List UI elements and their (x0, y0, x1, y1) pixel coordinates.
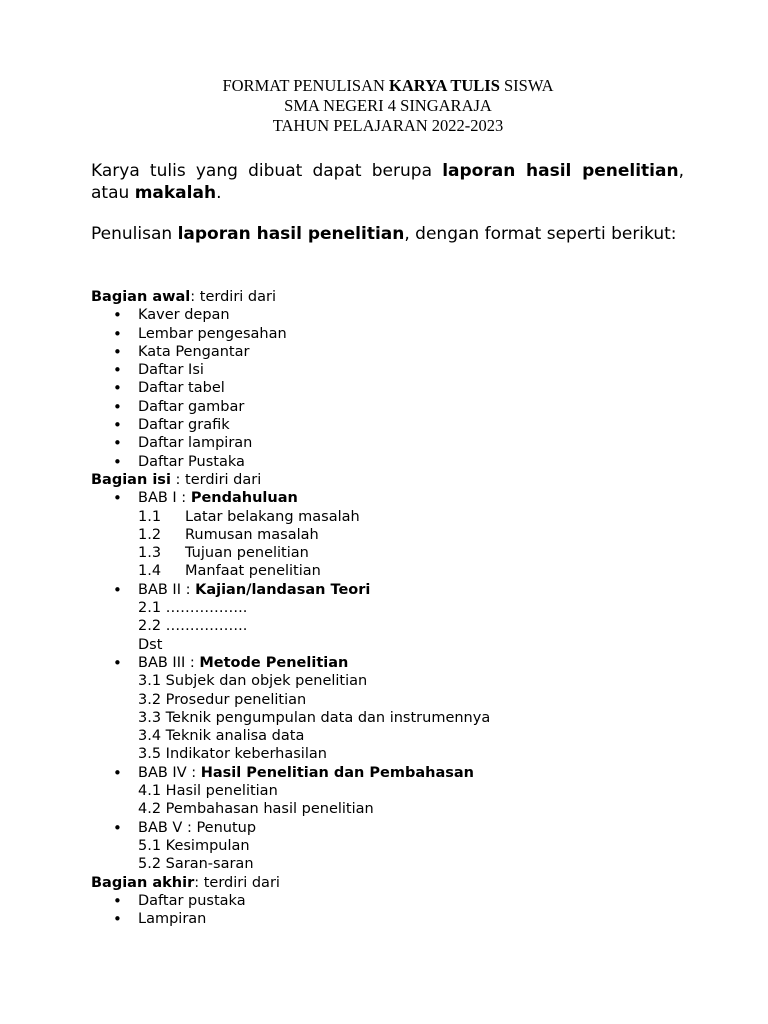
sub-item: 4.1 Hasil penelitian (138, 783, 278, 800)
bullet-icon: • (113, 397, 122, 416)
bullet-icon: • (113, 763, 122, 782)
list-item: • Daftar Isi (113, 361, 204, 380)
bullet-icon: • (113, 416, 122, 435)
sub-item: 4.2 Pembahasan hasil penelitian (138, 801, 374, 818)
list-item: • Daftar grafik (113, 416, 230, 435)
bullet-icon: • (113, 818, 122, 837)
sub-item: 3.4 Teknik analisa data (138, 728, 305, 745)
bullet-icon: • (113, 342, 122, 361)
list-item: • Lampiran (113, 910, 207, 929)
list-item: • Daftar gambar (113, 397, 245, 416)
document-header (0, 76, 768, 136)
bullet-icon: • (113, 434, 122, 453)
sub-item: 1.3 Tujuan penelitian (138, 545, 309, 562)
bullet-icon: • (113, 452, 122, 471)
sub-item: 3.5 Indikator keberhasilan (138, 746, 327, 763)
header-line-2: SMA NEGERI 4 SINGARAJA (284, 96, 492, 115)
sub-item: 2.1 …………….. (138, 600, 248, 617)
sub-item: Dst (138, 636, 163, 653)
outline-content (91, 288, 691, 928)
section-heading-bagian-akhir: Bagian akhir: terdiri dari (91, 874, 280, 891)
list-item-bab-1: • BAB I : Pendahuluan (113, 489, 298, 508)
section-heading-bagian-isi: Bagian isi : terdiri dari (91, 471, 262, 488)
list-item-bab-3: • BAB III : Metode Penelitian (113, 653, 349, 672)
bullet-icon: • (113, 306, 122, 325)
bullet-icon: • (113, 361, 122, 380)
bullet-icon: • (113, 910, 122, 929)
list-item-bab-2: • BAB II : Kajian/landasan Teori (113, 580, 371, 599)
sub-item: 5.2 Saran-saran (138, 856, 254, 873)
intro-paragraph-1: Karya tulis yang dibuat dapat berupa laporan hasil penelitian, atau makalah. (91, 161, 684, 203)
list-item: • Kaver depan (113, 306, 230, 325)
list-item: • Daftar lampiran (113, 434, 253, 453)
bullet-icon: • (113, 653, 122, 672)
sub-item: 5.1 Kesimpulan (138, 837, 250, 854)
section-heading-bagian-awal: Bagian awal: terdiri dari (91, 289, 276, 305)
bullet-icon: • (113, 891, 122, 910)
sub-item: 1.1 Latar belakang masalah (138, 508, 360, 525)
list-item: • Daftar tabel (113, 379, 225, 398)
sub-item: 1.4 Manfaat penelitian (138, 563, 321, 580)
list-item-bab-5: • BAB V : Penutup (113, 818, 257, 837)
list-item: • Lembar pengesahan (113, 324, 287, 343)
list-item: • Daftar pustaka (113, 891, 246, 910)
bullet-icon: • (113, 580, 122, 599)
intro-paragraph-2: Penulisan laporan hasil penelitian, dengan format seperti berikut: (91, 224, 677, 244)
sub-item: 3.2 Prosedur penelitian (138, 691, 307, 708)
sub-item: 3.3 Teknik pengumpulan data dan instrumennya (138, 709, 491, 726)
header-bold-title: KARYA TULIS (389, 76, 500, 95)
list-item-bab-4: • BAB IV : Hasil Penelitian dan Pembahasan (113, 763, 475, 782)
sub-item: 3.1 Subjek dan objek penelitian (138, 673, 368, 690)
bullet-icon: • (113, 379, 122, 398)
bullet-icon: • (113, 324, 122, 343)
sub-item: 1.2 Rumusan masalah (138, 526, 319, 543)
list-item: • Kata Pengantar (113, 342, 250, 361)
sub-item: 2.2 …………….. (138, 618, 248, 635)
list-item: • Daftar Pustaka (113, 452, 245, 471)
header-line-3: TAHUN PELAJARAN 2022-2023 (272, 116, 504, 135)
bullet-icon: • (113, 489, 122, 508)
header-line-1: FORMAT PENULISAN KARYA TULIS SISWA (222, 76, 554, 95)
